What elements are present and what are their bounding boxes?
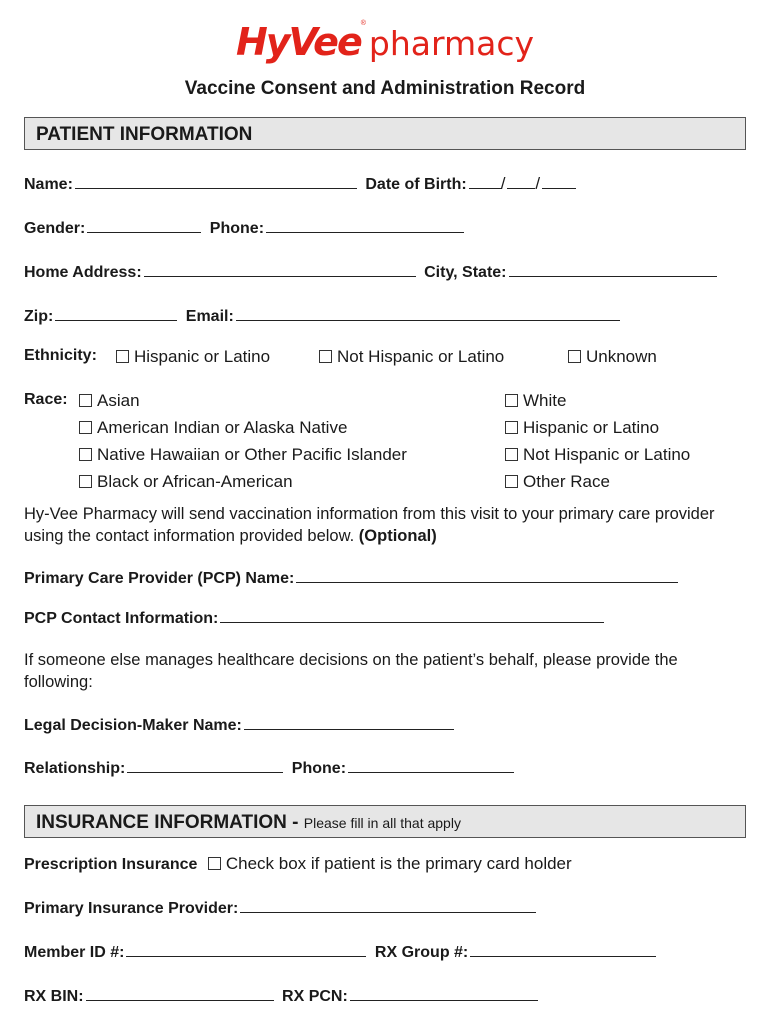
optional-tag: (Optional) <box>358 527 437 545</box>
rx-insurance-label: Prescription Insurance <box>24 856 198 873</box>
decision-maker-field[interactable] <box>244 715 454 730</box>
bin-row <box>24 986 542 1006</box>
provider-label: Primary Insurance Provider: <box>24 900 239 917</box>
checkbox[interactable] <box>79 475 92 488</box>
phone-field[interactable] <box>266 218 464 233</box>
dob-day-field[interactable] <box>507 174 535 189</box>
relationship-phone-field[interactable] <box>348 758 514 773</box>
hyvee-pharmacy-logo <box>0 20 770 64</box>
pcp-contact-row <box>24 608 608 628</box>
logo-subbrand: pharmacy <box>368 24 535 63</box>
option-label: Black or African-American <box>97 472 293 491</box>
ethnicity-option[interactable] <box>319 347 504 367</box>
relationship-field[interactable] <box>127 758 283 773</box>
pcp-notice-text: Hy-Vee Pharmacy will send vaccination information from this visit to your primary care provider using the contact information provided below. <box>24 505 715 545</box>
option-label: Asian <box>97 391 140 410</box>
rx-insurance-row <box>24 854 572 874</box>
option-label: White <box>523 391 567 410</box>
rx-group-field[interactable] <box>470 942 656 957</box>
patient-section-header <box>24 117 746 150</box>
race-option[interactable] <box>79 472 293 492</box>
race-option[interactable] <box>505 445 690 465</box>
address-row <box>24 262 721 282</box>
relationship-phone-label: Phone: <box>291 760 347 777</box>
member-id-label: Member ID #: <box>24 944 125 961</box>
zip-field[interactable] <box>55 306 177 321</box>
relationship-label: Relationship: <box>24 760 126 777</box>
option-label: Not Hispanic or Latino <box>337 347 505 366</box>
pcp-name-label: Primary Care Provider (PCP) Name: <box>24 570 295 587</box>
gender-label: Gender: <box>24 220 86 237</box>
ethnicity-label: Ethnicity: <box>24 347 97 364</box>
checkbox[interactable] <box>116 350 129 363</box>
dob-separator: / <box>535 174 541 193</box>
decision-notice: If someone else manages healthcare decisions on the patient’s behalf, please provide the following: <box>24 651 678 691</box>
rx-pcn-field[interactable] <box>350 986 538 1001</box>
rx-group-label: RX Group #: <box>374 944 469 961</box>
dob-year-field[interactable] <box>542 174 576 189</box>
pcp-contact-field[interactable] <box>220 608 604 623</box>
option-label: Native Hawaiian or Other Pacific Islander <box>97 445 407 464</box>
dob-label: Date of Birth: <box>365 176 467 193</box>
pcp-name-row <box>24 568 682 588</box>
option-label: Not Hispanic or Latino <box>523 445 691 464</box>
race-option[interactable] <box>505 472 610 492</box>
address-label: Home Address: <box>24 264 142 281</box>
zip-row <box>24 306 624 326</box>
checkbox[interactable] <box>208 857 221 870</box>
checkbox[interactable] <box>505 421 518 434</box>
decision-maker-row <box>24 715 458 735</box>
email-field[interactable] <box>236 306 620 321</box>
gender-row <box>24 218 468 238</box>
option-label: American Indian or Alaska Native <box>97 418 348 437</box>
option-label: Check box if patient is the primary card holder <box>225 854 572 873</box>
phone-label: Phone: <box>209 220 265 237</box>
name-row <box>24 174 580 194</box>
insurance-subheading: Please fill in all that apply <box>303 815 461 831</box>
insurance-heading: INSURANCE INFORMATION - <box>36 812 299 833</box>
pcp-contact-label: PCP Contact Information: <box>24 610 219 627</box>
checkbox[interactable] <box>505 448 518 461</box>
race-label-wrap <box>24 391 68 409</box>
checkbox[interactable] <box>505 394 518 407</box>
provider-field[interactable] <box>240 898 536 913</box>
rx-bin-label: RX BIN: <box>24 988 84 1005</box>
name-field[interactable] <box>75 174 357 189</box>
logo-trademark: ® <box>360 20 366 27</box>
decision-maker-label: Legal Decision-Maker Name: <box>24 717 242 734</box>
city-state-field[interactable] <box>509 262 717 277</box>
option-label: Hispanic or Latino <box>134 347 271 366</box>
patient-section-title: PATIENT INFORMATION <box>36 124 253 145</box>
ethnicity-row <box>24 347 97 365</box>
ethnicity-option[interactable] <box>116 347 270 367</box>
rx-bin-field[interactable] <box>86 986 274 1001</box>
primary-holder-option[interactable] <box>208 854 572 873</box>
checkbox[interactable] <box>79 448 92 461</box>
form-title: Vaccine Consent and Administration Record <box>184 78 586 99</box>
relationship-row <box>24 758 518 778</box>
address-field[interactable] <box>144 262 416 277</box>
pcp-notice <box>24 503 744 547</box>
city-label: City, State: <box>424 264 507 281</box>
race-option[interactable] <box>79 418 347 438</box>
race-option[interactable] <box>79 445 407 465</box>
race-option[interactable] <box>505 418 659 438</box>
option-label: Hispanic or Latino <box>523 418 660 437</box>
ethnicity-option[interactable] <box>568 347 657 367</box>
option-label: Other Race <box>523 472 610 491</box>
checkbox[interactable] <box>568 350 581 363</box>
race-option[interactable] <box>505 391 566 411</box>
email-label: Email: <box>185 308 234 325</box>
race-label: Race: <box>24 391 68 408</box>
option-label: Unknown <box>586 347 657 366</box>
checkbox[interactable] <box>505 475 518 488</box>
checkbox[interactable] <box>319 350 332 363</box>
insurance-section-header <box>24 805 746 838</box>
rx-pcn-label: RX PCN: <box>282 988 348 1005</box>
member-id-field[interactable] <box>126 942 366 957</box>
dob-separator: / <box>500 174 506 193</box>
checkbox[interactable] <box>79 394 92 407</box>
zip-label: Zip: <box>24 308 54 325</box>
insurance-section-title <box>36 812 461 834</box>
provider-row <box>24 898 540 918</box>
dob-month-field[interactable] <box>469 174 501 189</box>
pcp-name-field[interactable] <box>296 568 678 583</box>
logo-brand: HyVee <box>235 20 361 64</box>
name-label: Name: <box>24 176 73 193</box>
gender-field[interactable] <box>87 218 201 233</box>
race-option[interactable] <box>79 391 140 411</box>
checkbox[interactable] <box>79 421 92 434</box>
member-row <box>24 942 660 962</box>
